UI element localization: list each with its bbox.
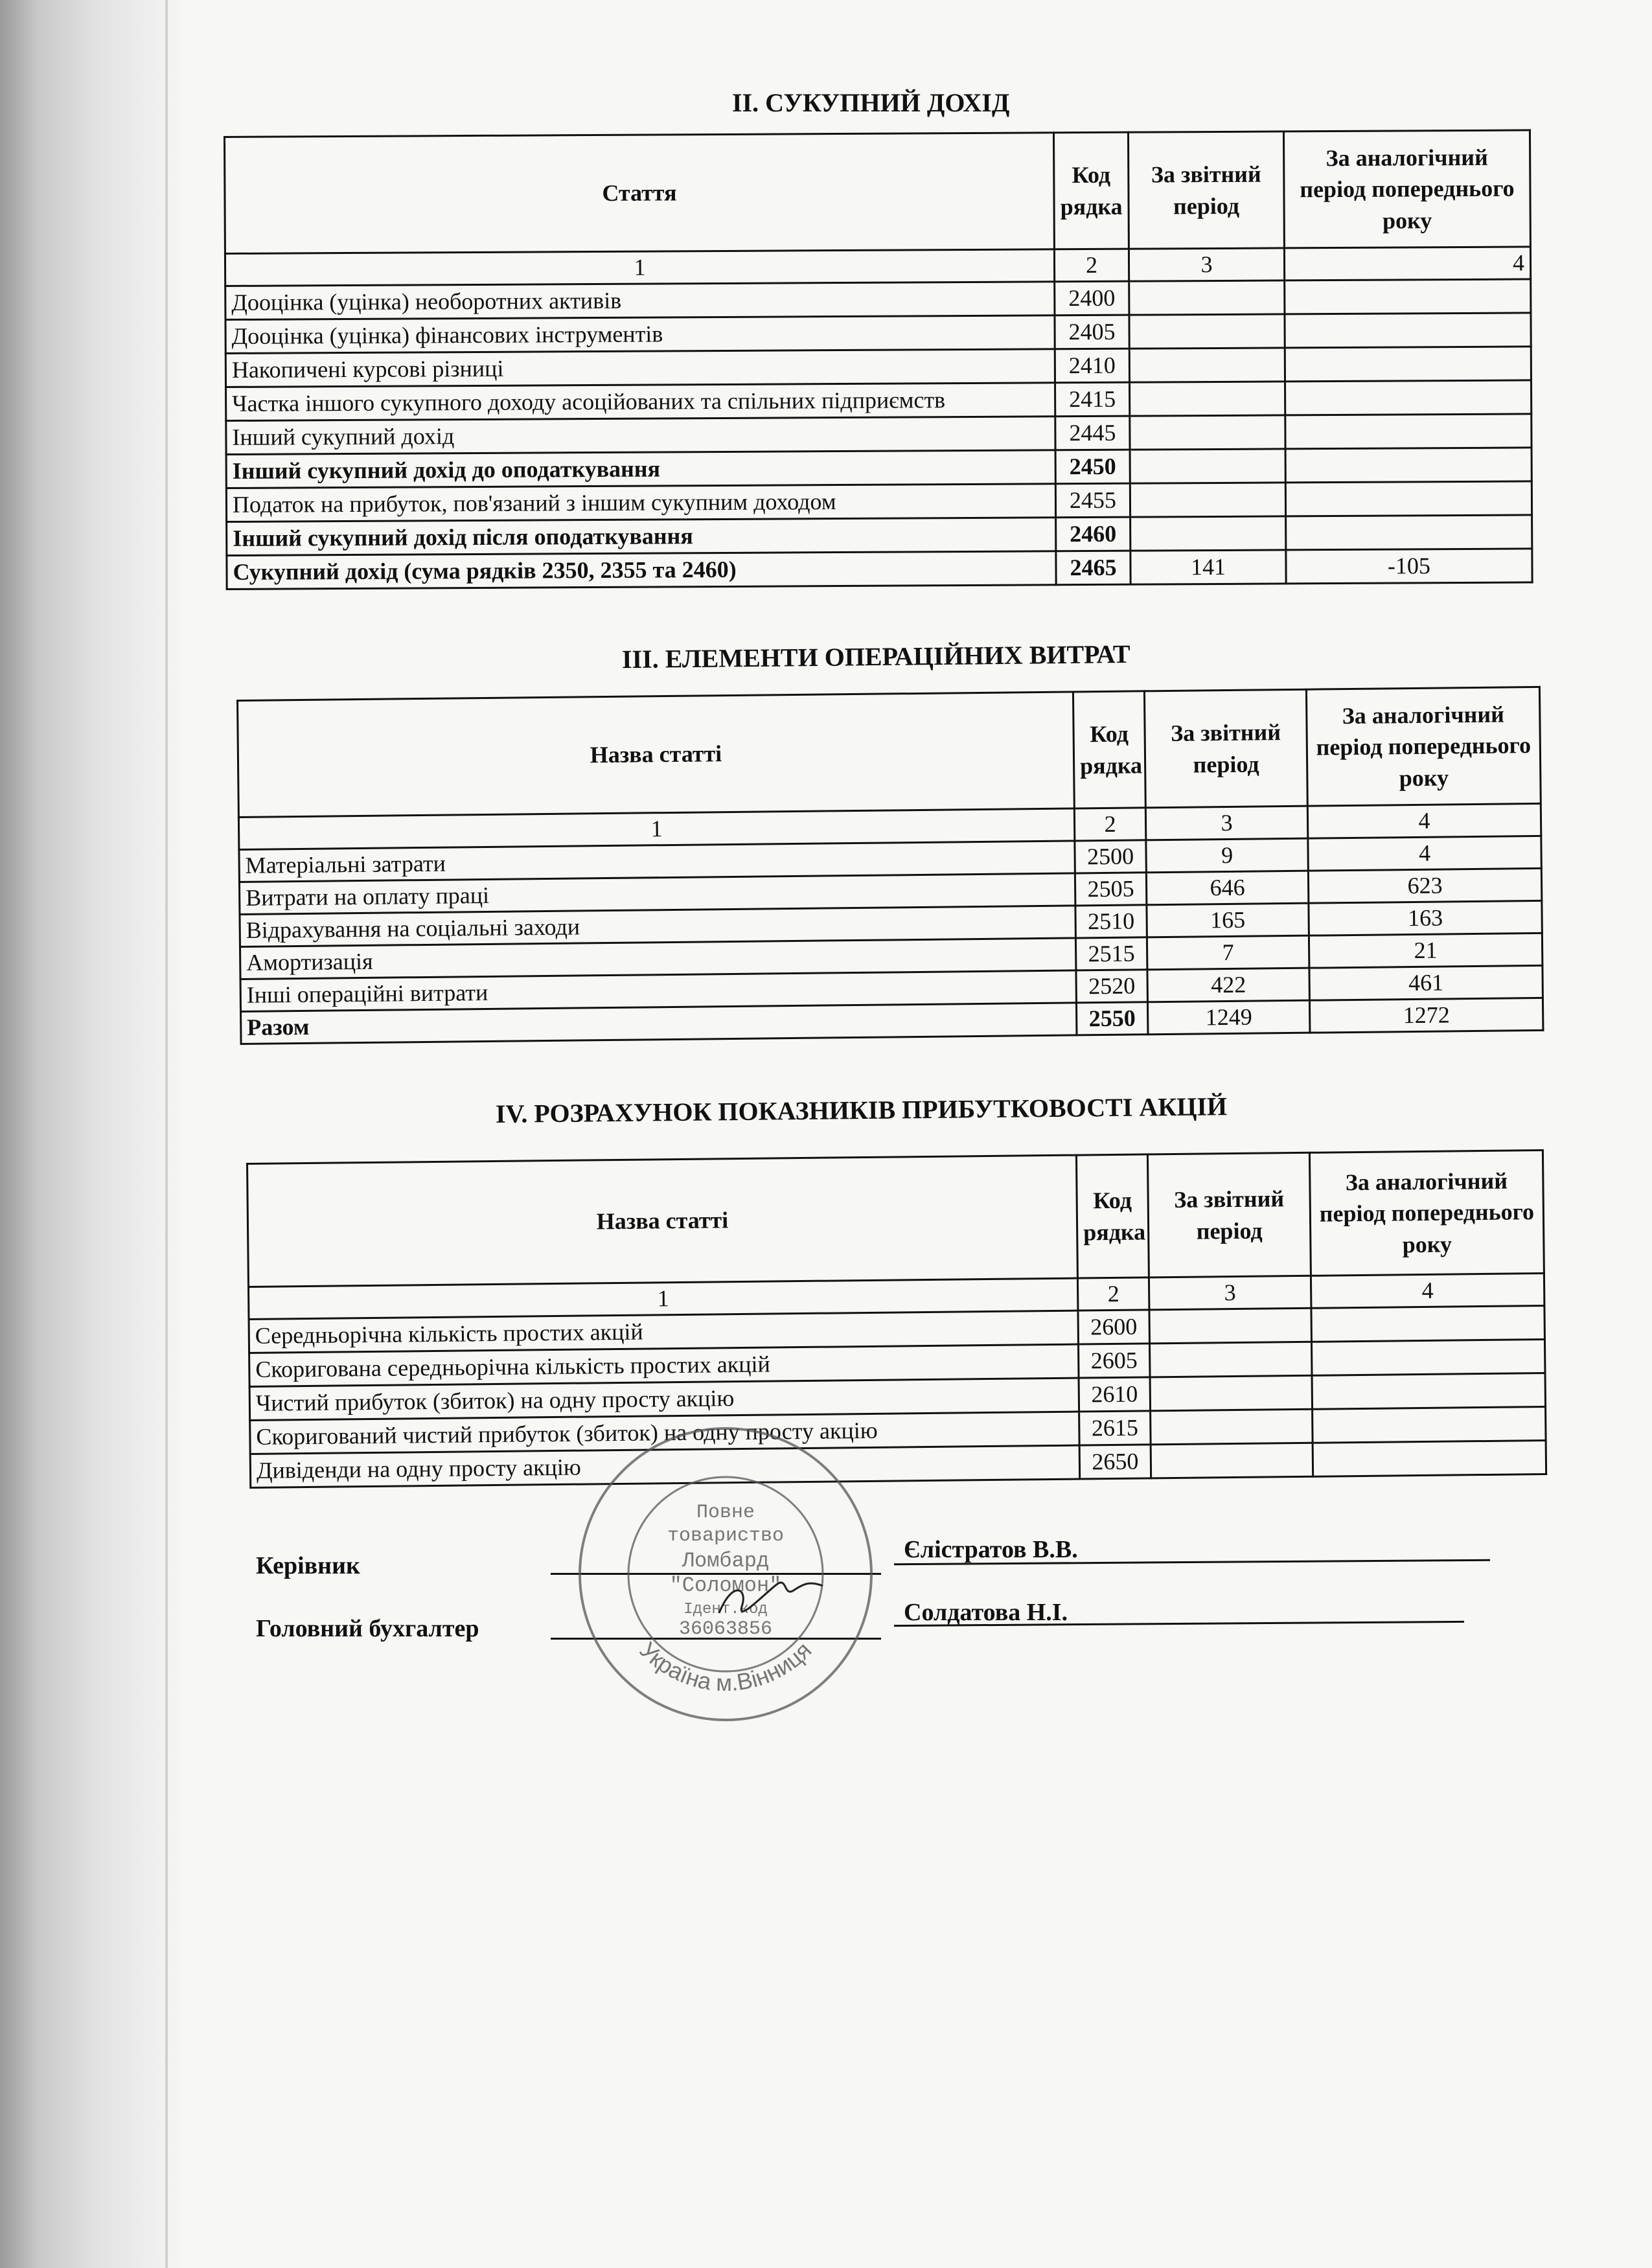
- scan-fold-line: [165, 0, 168, 2268]
- row-code: 2650: [1079, 1445, 1151, 1479]
- row-name: Скоригована середньорічна кількість простих акцій: [249, 1344, 1079, 1386]
- row-current: 646: [1146, 871, 1309, 905]
- row-current: [1129, 348, 1285, 382]
- index-cell: 4: [1284, 247, 1530, 281]
- row-current: [1149, 1342, 1312, 1377]
- row-current: [1130, 516, 1286, 551]
- row-current: [1130, 483, 1285, 517]
- index-cell: 1: [238, 808, 1074, 850]
- stamp-line: товариство: [667, 1525, 785, 1547]
- stamp-line: Повне: [696, 1502, 755, 1524]
- row-previous: -105: [1286, 549, 1532, 584]
- row-code: 2600: [1078, 1310, 1150, 1344]
- row-code: 2615: [1079, 1411, 1151, 1445]
- row-current: [1130, 449, 1285, 483]
- row-current: [1129, 281, 1285, 315]
- section-title-share-profitability: IV. РОЗРАХУНОК ПОКАЗНИКІВ ПРИБУТКОВОСТІ АКЦІЙ: [495, 1092, 1228, 1128]
- row-name: Накопичені курсові різниці: [225, 349, 1055, 387]
- header-current: За звітний період: [1147, 1152, 1311, 1277]
- row-code: 2460: [1056, 517, 1130, 551]
- index-cell: 1: [225, 249, 1054, 286]
- row-name: Відрахування на соціальні заходи: [240, 906, 1075, 947]
- row-name: Витрати на оплату праці: [239, 873, 1075, 915]
- row-current: 9: [1146, 838, 1309, 873]
- row-name: Амортизація: [240, 938, 1075, 979]
- row-name: Чистий прибуток (збиток) на одну просту акцію: [249, 1378, 1079, 1420]
- row-previous: 1272: [1309, 998, 1543, 1033]
- row-name: Інші операційні витрати: [240, 970, 1076, 1012]
- row-previous: [1311, 1306, 1545, 1342]
- row-previous: [1285, 481, 1532, 516]
- row-previous: [1312, 1373, 1546, 1410]
- row-name: Інший сукупний дохід після оподаткування: [227, 518, 1056, 556]
- row-current: [1151, 1409, 1313, 1445]
- row-code: 2410: [1055, 349, 1129, 383]
- row-code: 2510: [1075, 905, 1147, 938]
- row-previous: [1285, 414, 1532, 449]
- accountant-label: Головний бухгалтер: [256, 1615, 479, 1642]
- row-code: 2500: [1075, 840, 1147, 873]
- header-previous: За аналогічний період попереднього року: [1309, 1151, 1544, 1276]
- row-code: 2465: [1056, 551, 1130, 585]
- row-code: 2415: [1055, 382, 1130, 417]
- row-code: 2520: [1076, 970, 1148, 1003]
- row-previous: [1311, 1340, 1545, 1376]
- header-code: Код рядка: [1076, 1154, 1149, 1278]
- row-current: 165: [1147, 903, 1309, 937]
- index-cell: 4: [1311, 1274, 1544, 1309]
- stamp-line: 36063856: [678, 1618, 773, 1640]
- row-previous: [1285, 279, 1531, 314]
- header-previous: За аналогічний період попереднього року: [1306, 687, 1541, 806]
- header-current: За звітний період: [1144, 689, 1307, 808]
- row-current: [1151, 1443, 1313, 1478]
- row-current: 1249: [1147, 1000, 1310, 1035]
- row-name: Інший сукупний дохід: [226, 417, 1055, 455]
- row-current: [1150, 1375, 1313, 1411]
- row-previous: 461: [1309, 965, 1543, 1000]
- stamp-outer-text: Україна м.Вінниця: [634, 1636, 817, 1697]
- stamp-line: Ломбард: [682, 1549, 770, 1573]
- row-current: 141: [1130, 550, 1286, 584]
- row-code: 2405: [1055, 315, 1129, 349]
- header-code: Код рядка: [1053, 132, 1129, 249]
- row-previous: [1285, 347, 1531, 382]
- row-code: 2400: [1055, 281, 1129, 315]
- scan-edge-shadow: [0, 0, 188, 2268]
- company-stamp: [570, 1419, 881, 1730]
- index-cell: 1: [249, 1278, 1078, 1319]
- row-name: Середньорічна кількість простих акцій: [249, 1311, 1078, 1353]
- row-code: 2505: [1075, 873, 1147, 906]
- row-name: Дивіденди на одну просту акцію: [250, 1445, 1079, 1487]
- accountant-name: Солдатова Н.І.: [904, 1599, 1068, 1626]
- row-previous: [1285, 448, 1532, 483]
- index-cell: 3: [1149, 1276, 1311, 1310]
- stamp-line: Ідент.код: [683, 1601, 768, 1618]
- row-name: Податок на прибуток, пов'язаний з іншим сукупним доходом: [226, 484, 1055, 522]
- row-current: 7: [1147, 935, 1309, 970]
- stamp-line: "Соломон": [669, 1574, 782, 1598]
- index-cell: 2: [1077, 1277, 1149, 1311]
- row-name: Скоригований чистий прибуток (збиток) на одну просту акцію: [250, 1412, 1079, 1454]
- table-operating-expenses: [236, 686, 1544, 1045]
- row-current: [1130, 382, 1285, 416]
- row-name: Разом: [241, 1003, 1077, 1044]
- row-previous: 21: [1309, 933, 1543, 968]
- index-cell: 4: [1307, 803, 1541, 838]
- header-article: Назва статті: [238, 692, 1075, 817]
- index-cell: 2: [1054, 249, 1129, 282]
- row-current: [1130, 415, 1285, 450]
- table-total-income: [224, 129, 1533, 590]
- table-share-profitability: [246, 1149, 1547, 1489]
- header-previous: За аналогічний період попереднього року: [1283, 130, 1530, 248]
- row-name: Сукупний дохід (сума рядків 2350, 2355 та 2460): [227, 551, 1056, 590]
- row-code: 2445: [1055, 416, 1130, 450]
- row-previous: [1286, 515, 1532, 550]
- row-code: 2610: [1079, 1377, 1151, 1412]
- table-row: [227, 549, 1532, 590]
- row-previous: 623: [1308, 868, 1542, 903]
- header-article: Назва статті: [247, 1155, 1078, 1287]
- section-title-operating-expenses: ІІІ. ЕЛЕМЕНТИ ОПЕРАЦІЙНИХ ВИТРАТ: [621, 639, 1130, 674]
- index-cell: 3: [1129, 248, 1284, 281]
- row-name: Частка іншого сукупного доходу асоційованих та спільних підприємств: [226, 383, 1055, 421]
- director-label: Керівник: [256, 1552, 360, 1579]
- index-cell: 3: [1145, 806, 1308, 840]
- row-code: 2550: [1076, 1002, 1148, 1035]
- director-name: Єлістратов В.В.: [904, 1536, 1078, 1563]
- index-cell: 2: [1074, 808, 1146, 841]
- row-previous: 4: [1308, 836, 1542, 871]
- row-previous: [1313, 1441, 1546, 1477]
- row-previous: 163: [1309, 900, 1543, 935]
- row-name: Дооцінка (уцінка) необоротних активів: [225, 282, 1055, 320]
- header-article: Стаття: [225, 133, 1055, 254]
- row-code: 2515: [1075, 937, 1147, 970]
- row-previous: [1285, 380, 1532, 415]
- row-code: 2455: [1055, 483, 1130, 518]
- row-current: [1129, 314, 1285, 349]
- row-current: [1149, 1308, 1312, 1344]
- header-current: За звітний період: [1128, 132, 1284, 249]
- header-code: Код рядка: [1073, 691, 1145, 808]
- row-name: Інший сукупний дохід до оподаткування: [226, 450, 1055, 488]
- row-previous: [1313, 1407, 1546, 1443]
- section-title-total-income: ІІ. СУКУПНИЙ ДОХІД: [732, 88, 1010, 117]
- row-current: 422: [1147, 968, 1310, 1002]
- row-previous: [1285, 313, 1531, 348]
- row-code: 2605: [1079, 1344, 1151, 1378]
- row-name: Дооцінка (уцінка) фінансових інструментів: [225, 315, 1055, 354]
- row-code: 2450: [1055, 450, 1130, 484]
- svg-text:Україна м.Вінниця: [635, 1636, 817, 1696]
- row-name: Матеріальні затрати: [239, 841, 1075, 882]
